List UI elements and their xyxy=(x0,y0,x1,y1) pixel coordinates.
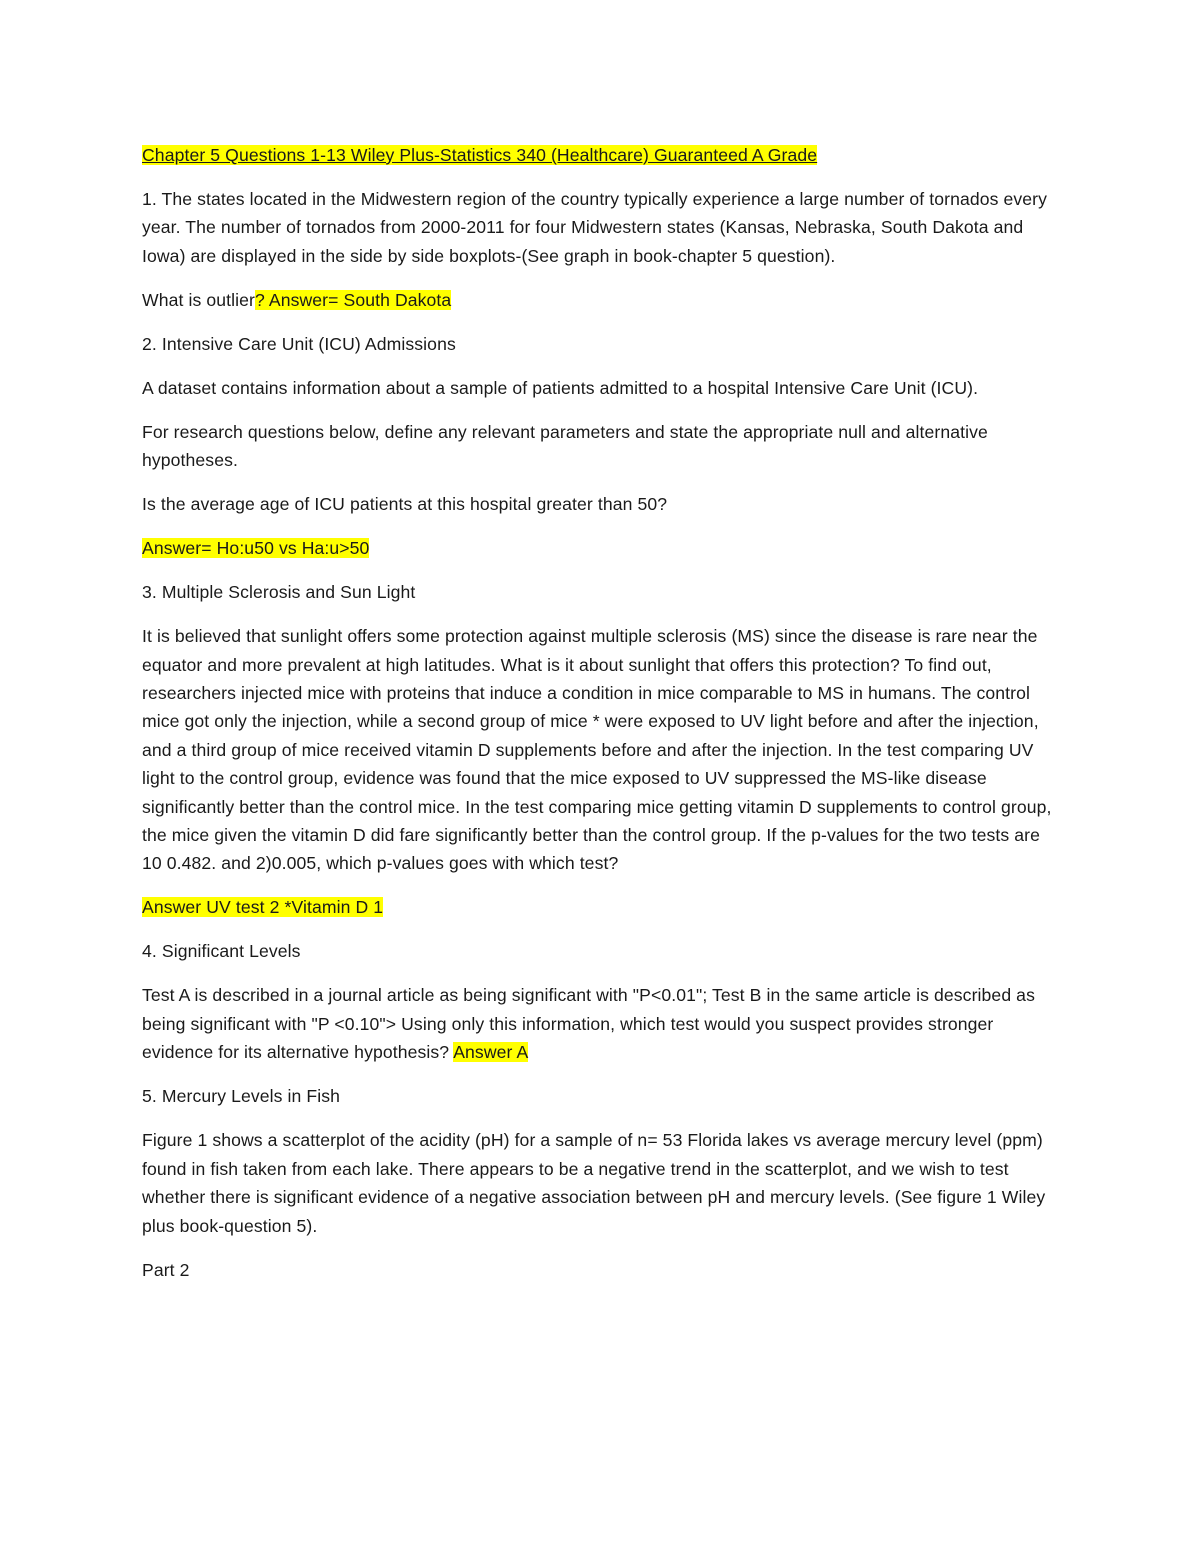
question-2-paragraph-1: A dataset contains information about a sample of patients admitted to a hospital Intensive Care Unit (ICU). xyxy=(142,377,979,398)
question-1-answer: ? Answer= South Dakota xyxy=(254,289,452,310)
title-highlight: Chapter 5 Questions 1-13 Wiley Plus-Statistics 340 (Healthcare) Guaranteed A Grade xyxy=(142,145,818,165)
question-3-text: It is believed that sunlight offers some protection against multiple sclerosis (MS) since the disease is rare near the equator and more prevalent at high latitudes. What is it about sunlight that offers this protection? To find out, researchers injected mice with proteins that induce a condition in mice comparable to MS in humans. The control mice got only the injection, while a second group of mice * were exposed to UV light before and after the injection, and a third group of mice received vitamin D supplements before and after the injection. In the test comparing UV light to the control group, evidence was found that the mice exposed to UV suppressed the MS-like disease significantly better than the control mice. In the test comparing mice getting vitamin D supplements to control group, the mice given the vitamin D did fare significantly better than the control group. If the p-values for the two tests are 10 0.482. and 2)0.005, which p-values goes with which test? xyxy=(142,626,1052,874)
document-page xyxy=(142,141,1060,1300)
question-4-paragraph xyxy=(142,981,1060,1066)
document-title xyxy=(142,141,1060,169)
question-1-text: 1. The states located in the Midwestern region of the country typically experience a large number of tornados every year. The number of tornados from 2000-2011 for four Midwestern states (Kansas, Nebraska, South Dakota and Iowa) are displayed in the side by side boxplots-(See graph in book-chapter 5 question). xyxy=(142,189,1048,266)
question-3-answer-line xyxy=(142,893,1060,921)
question-2-paragraph-2: For research questions below, define any relevant parameters and state the appropriate null and alternative hypotheses. xyxy=(142,421,988,471)
question-1-question: What is outlier xyxy=(142,289,255,310)
question-2-heading: 2. Intensive Care Unit (ICU) Admissions xyxy=(142,333,456,354)
question-5-text: Figure 1 shows a scatterplot of the acidity (pH) for a sample of n= 53 Florida lakes vs average mercury level (ppm) found in fish taken from each lake. There appears to be a negative trend in the scatterplot, and we wish to test whether there is significant evidence of a negative association between pH and mercury levels. (See figure 1 Wiley plus book-question 5). xyxy=(142,1130,1046,1236)
question-5-heading: 5. Mercury Levels in Fish xyxy=(142,1086,341,1107)
question-4-answer: Answer A xyxy=(453,1042,529,1063)
part-2-label: Part 2 xyxy=(142,1259,190,1280)
question-4-text: Test A is described in a journal article as being significant with "P<0.01"; Test B in the same article is described as being significant with "P <0.10"> Using only this information, which test would you suspect provides stronger evidence for its alternative hypothesis? xyxy=(142,985,1035,1063)
question-2-answer: Answer= Ho:u50 vs Ha:u>50 xyxy=(142,538,370,559)
question-1-prompt xyxy=(142,286,1060,314)
question-2-paragraph-3: Is the average age of ICU patients at this hospital greater than 50? xyxy=(142,494,668,515)
question-3-heading: 3. Multiple Sclerosis and Sun Light xyxy=(142,582,416,603)
question-2-answer-line xyxy=(142,534,1060,562)
question-4-heading: 4. Significant Levels xyxy=(142,941,301,962)
question-3-answer: Answer UV test 2 *Vitamin D 1 xyxy=(142,897,384,918)
